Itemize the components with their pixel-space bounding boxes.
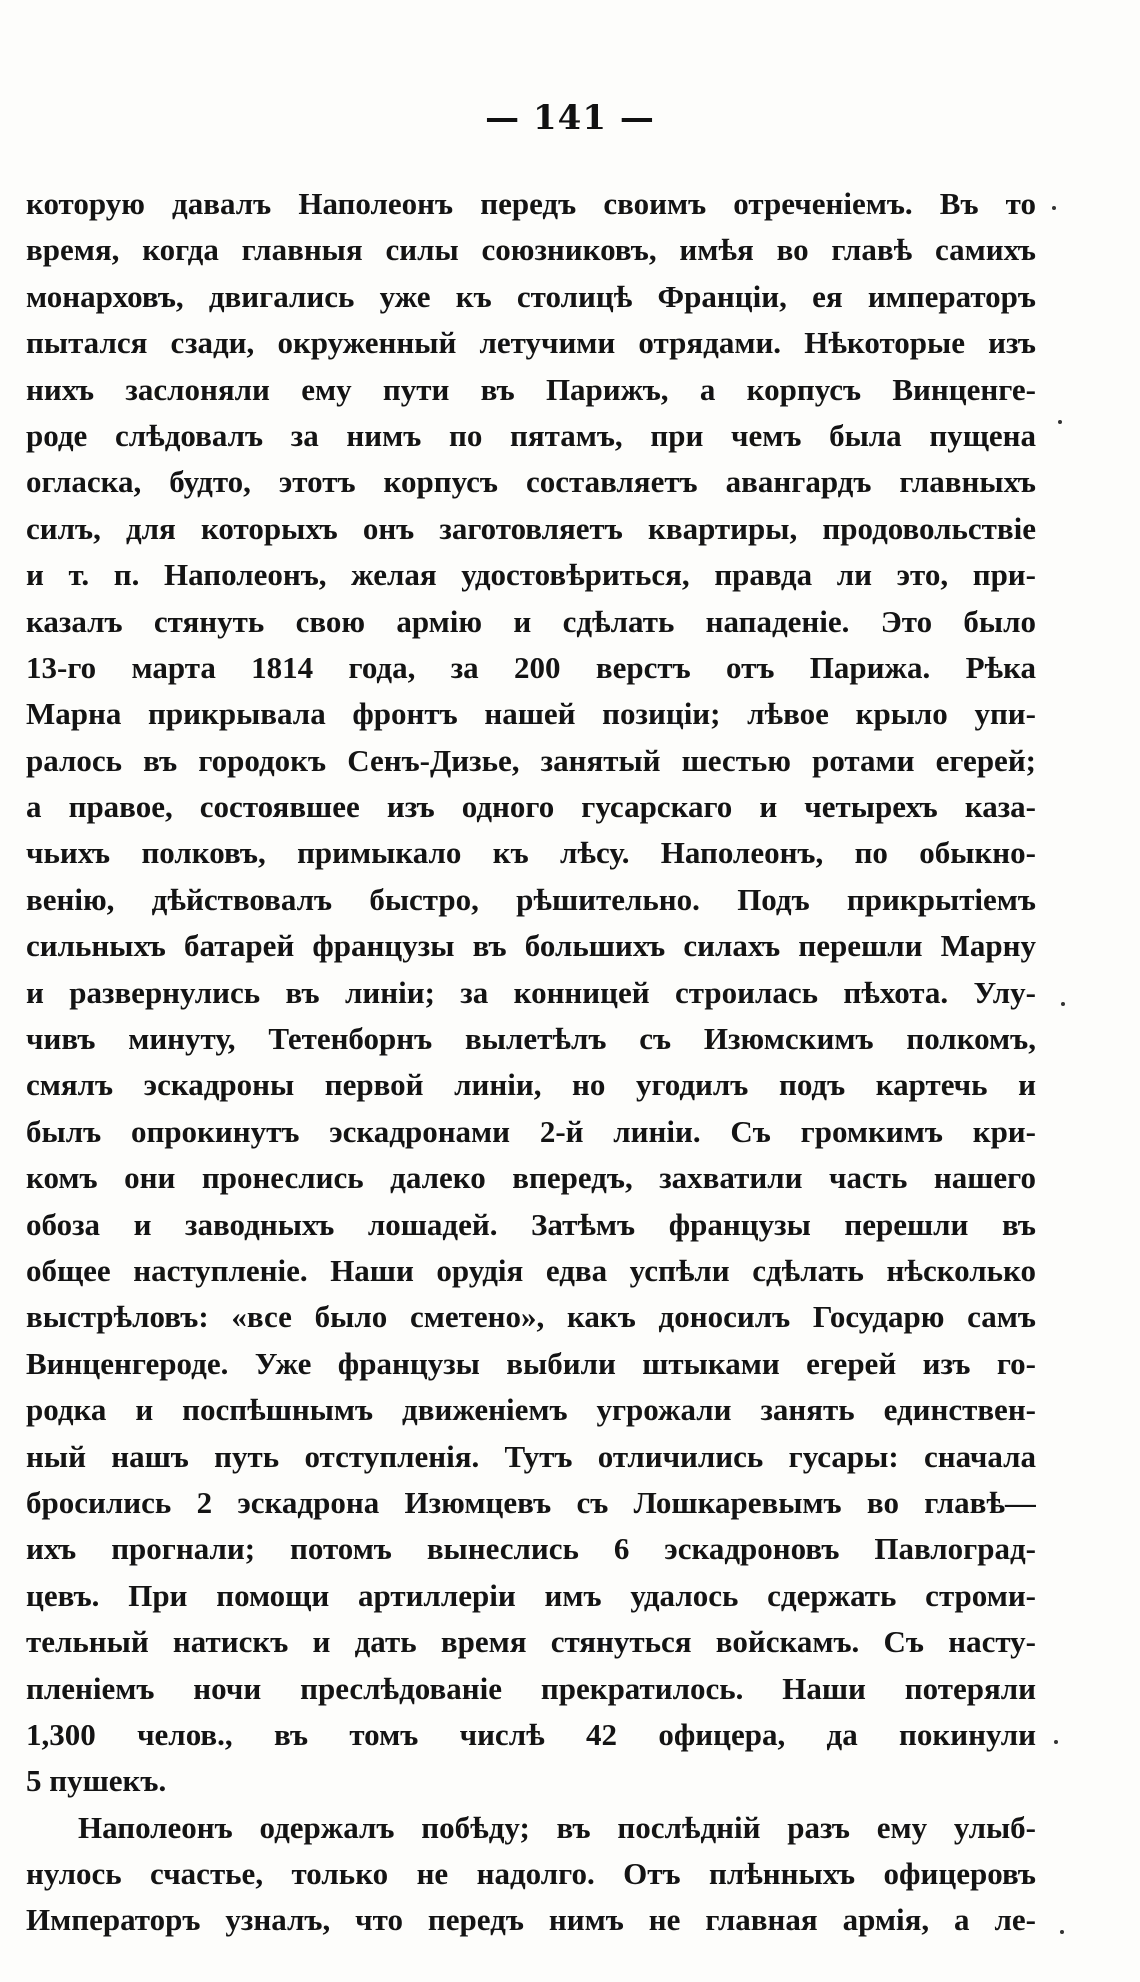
text-line: Императоръ узналъ, что передъ нимъ не главная армія, а ле-	[26, 1902, 1036, 1938]
text-line: чьихъ полковъ, примыкало къ лѣсу. Наполеонъ, по обыкно-	[26, 835, 1036, 871]
text-line: время, когда главныя силы союзниковъ, имѣя во главѣ самихъ	[26, 232, 1036, 268]
text-line: ралось въ городокъ Сенъ-Дизье, занятый шестью ротами егерей;	[26, 742, 1036, 778]
text-line: Марна прикрывала фронтъ нашей позиціи; лѣвое крыло упи-	[26, 696, 1036, 732]
text-line: комъ они пронеслись далеко впередъ, захватили часть нашего	[26, 1160, 1036, 1196]
text-line: былъ опрокинутъ эскадронами 2-й линіи. Съ громкимъ кри-	[26, 1113, 1036, 1149]
text-line: монарховъ, двигались уже къ столицѣ Франціи, ея императоръ	[26, 278, 1036, 314]
text-line: сильныхъ батарей французы въ большихъ силахъ перешли Марну	[26, 928, 1036, 964]
body-text	[26, 181, 1036, 1944]
text-line: Наполеонъ одержалъ побѣду; въ послѣдній разъ ему улыб-	[78, 1809, 1036, 1845]
text-line: родка и поспѣшнымъ движеніемъ угрожали занять единствен-	[26, 1392, 1036, 1428]
page-number: — 141 —	[485, 98, 655, 138]
text-line: нулось счастье, только не надолго. Отъ плѣнныхъ офицеровъ	[26, 1856, 1036, 1892]
text-line: казалъ стянуть свою армію и сдѣлать нападеніе. Это было	[26, 603, 1036, 639]
scan-speck	[1054, 1740, 1058, 1744]
text-line: тельный натискъ и дать время стянуться войскамъ. Съ насту-	[26, 1624, 1036, 1660]
scan-speck	[1060, 1930, 1064, 1934]
text-line: 1,300 челов., въ томъ числѣ 42 офицера, да покинули	[26, 1716, 1036, 1752]
text-line: пленіемъ ночи преслѣдованіе прекратилось. Наши потеряли	[26, 1670, 1036, 1706]
text-line: 5 пушекъ.	[26, 1763, 167, 1799]
scan-speck	[1061, 1002, 1065, 1006]
paragraph-1	[26, 181, 1036, 1805]
text-line: которую давалъ Наполеонъ передъ своимъ отреченіемъ. Въ то	[26, 186, 1036, 221]
text-line: смялъ эскадроны первой линіи, но угодилъ подъ картечь и	[26, 1067, 1036, 1103]
scan-speck	[1058, 420, 1062, 424]
text-line: нихъ заслоняли ему пути въ Парижъ, а корпусъ Винценге-	[26, 371, 1036, 407]
text-line: роде слѣдовалъ за нимъ по пятамъ, при чемъ была пущена	[26, 417, 1036, 453]
text-line: цевъ. При помощи артиллеріи имъ удалось сдержать строми-	[26, 1577, 1036, 1613]
text-line: Винценгероде. Уже французы выбили штыками егерей изъ го-	[26, 1345, 1036, 1381]
text-line: общее наступленіе. Наши орудія едва успѣли сдѣлать нѣсколько	[26, 1252, 1036, 1288]
text-line: 13-го марта 1814 года, за 200 верстъ отъ Парижа. Рѣка	[26, 649, 1036, 685]
text-line: ихъ прогнали; потомъ вынеслись 6 эскадроновъ Павлоград-	[26, 1531, 1036, 1567]
text-line: и т. п. Наполеонъ, желая удостовѣриться, правда ли это, при-	[26, 557, 1036, 593]
text-line: силъ, для которыхъ онъ заготовляетъ квартиры, продовольствіе	[26, 510, 1036, 546]
text-line: бросились 2 эскадрона Изюмцевъ съ Лошкаревымъ во главѣ—	[26, 1484, 1036, 1520]
text-line: ный нашъ путь отступленія. Тутъ отличились гусары: сначала	[26, 1438, 1036, 1474]
text-line: выстрѣловъ: «все было сметено», какъ доносилъ Государю самъ	[26, 1299, 1036, 1335]
text-line: венію, дѣйствовалъ быстро, рѣшительно. Подъ прикрытіемъ	[26, 881, 1036, 917]
text-line: чивъ минуту, Тетенборнъ вылетѣлъ съ Изюмскимъ полкомъ,	[26, 1021, 1036, 1057]
text-line: пытался сзади, окруженный летучими отрядами. Нѣкоторые изъ	[26, 325, 1036, 361]
scan-speck	[1052, 206, 1056, 210]
text-line: обоза и заводныхъ лошадей. Затѣмъ французы перешли въ	[26, 1206, 1036, 1242]
text-line: и развернулись въ линіи; за конницей строилась пѣхота. Улу-	[26, 974, 1036, 1010]
paragraph-2	[26, 1805, 1036, 1944]
text-line: огласка, будто, этотъ корпусъ составляетъ авангардъ главныхъ	[26, 464, 1036, 500]
text-line: а правое, состоявшее изъ одного гусарскаго и четырехъ каза-	[26, 789, 1036, 825]
